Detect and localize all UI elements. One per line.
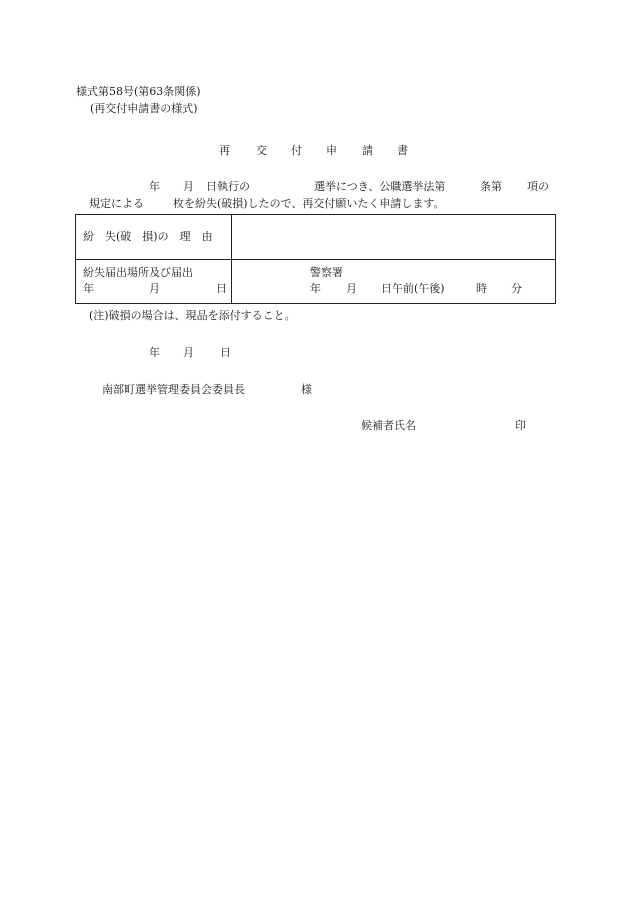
police-station-label: 警察署 xyxy=(310,266,343,279)
date-day: 日 xyxy=(220,346,231,359)
body-year: 年 xyxy=(149,180,160,193)
title-char: 交 xyxy=(256,144,267,157)
report-label: 紛失届出場所及び届出 xyxy=(83,266,193,279)
report-label-month: 月 xyxy=(149,282,160,295)
body-article: 条第 xyxy=(480,180,502,193)
report-year: 年 xyxy=(310,282,321,295)
title-char: 付 xyxy=(291,144,302,157)
title-char: 書 xyxy=(397,144,408,157)
form-subtitle: (再交付申請書の様式) xyxy=(90,102,198,115)
body-day-execution: 日執行の xyxy=(206,180,250,193)
reason-label: 紛 失(破 損)の 理 由 xyxy=(83,230,213,243)
body-election-clause: 選挙につき、公職選挙法第 xyxy=(314,180,446,193)
date-month: 月 xyxy=(183,346,194,359)
body-provision: 規定による xyxy=(89,197,144,210)
title-char: 再 xyxy=(219,144,230,157)
report-label-year: 年 xyxy=(83,282,94,295)
body-paragraph: 項の xyxy=(527,180,549,193)
table-row-divider xyxy=(76,259,555,260)
body-lost-clause: 枚を紛失(破損)したので、再交付願いたく申請します。 xyxy=(173,197,445,210)
report-label-day: 日 xyxy=(216,282,227,295)
report-day-ampm: 日午前(午後) xyxy=(381,282,445,295)
title-char: 請 xyxy=(362,144,373,157)
table-column-divider xyxy=(231,215,232,303)
report-minute: 分 xyxy=(511,282,522,295)
body-month: 月 xyxy=(183,180,194,193)
title-char: 申 xyxy=(326,144,337,157)
report-month: 月 xyxy=(346,282,357,295)
addressee-name: 南部町選挙管理委員会委員長 xyxy=(102,383,245,396)
form-number: 様式第58号(第63条関係) xyxy=(76,85,201,98)
date-year: 年 xyxy=(149,346,160,359)
damage-note: (注)破損の場合は、現品を添付すること。 xyxy=(89,309,296,322)
candidate-name-label: 候補者氏名 xyxy=(361,419,416,432)
report-hour: 時 xyxy=(476,282,487,295)
addressee-honorific: 様 xyxy=(301,383,312,396)
seal-mark: 印 xyxy=(515,419,526,432)
